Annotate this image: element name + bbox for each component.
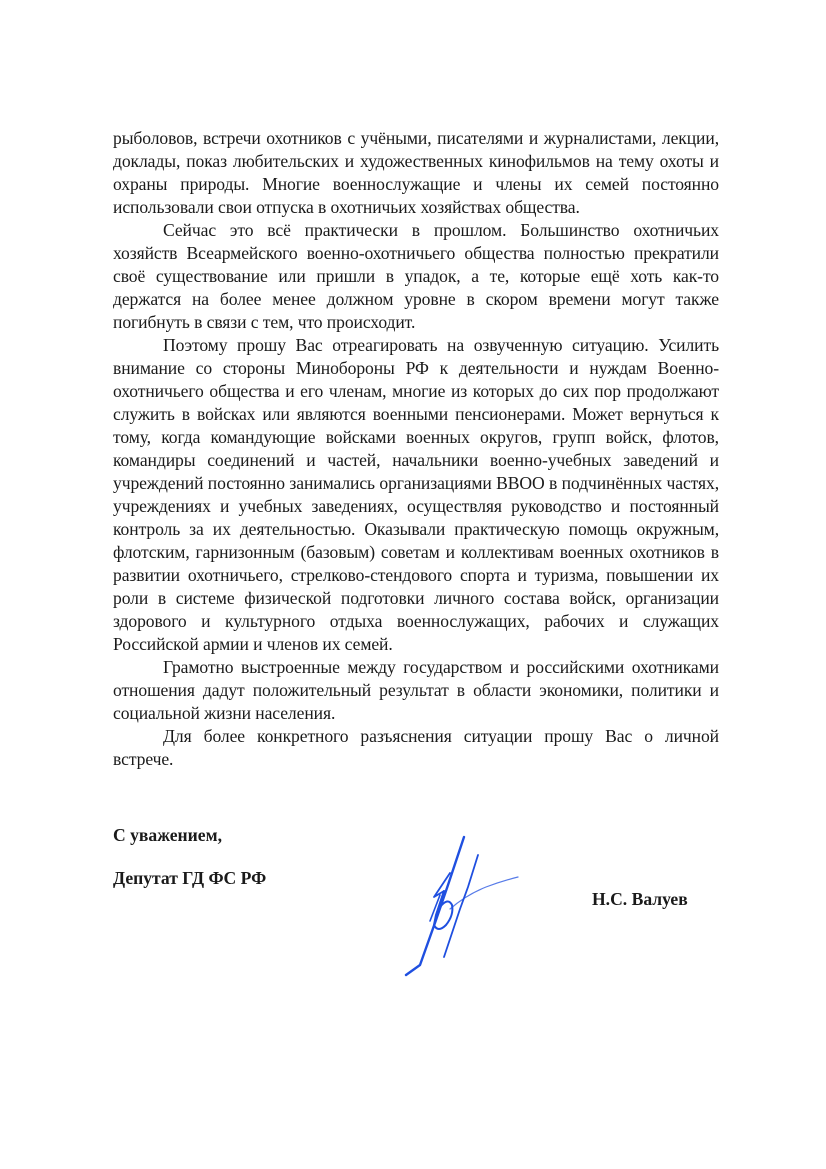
paragraph-1: рыболовов, встречи охотников с учёными, писателями и журналистами, лекции, доклады, показ любительских и художественных кинофильмов на тему охоты и охраны природы. Многие военнослужащие и члены их семей постоянно использовали свои отпуска в охотничьих хозяйствах общества. bbox=[113, 128, 719, 217]
paragraph-3: Поэтому прошу Вас отреагировать на озвученную ситуацию. Усилить внимание со стороны Минобороны РФ к деятельности и нуждам Военно-охотничьего общества и его членам, многие из которых до сих пор продолжают служить в войсках или являются военными пенсионерами. Может вернуться к тому, когда командующие войсками военных округов, групп войск, флотов, командиры соединений и частей, начальники военно-учебных заведений и учреждений постоянно занимались организациями ВВОО в подчинённых частях, учреждениях и учебных заведениях, осуществляя руководство и постоянный контроль за их деятельностью. Оказывали практическую помощь окружным, флотским, гарнизонным (базовым) советам и коллективам военных охотников в развитии охотничьего, стрелково-стендового спорта и туризма, повышении их роли в системе физической подготовки личного состава войск, организации здорового и культурного отдыха военнослужащих, рабочих и служащих Российской армии и членов их семей. bbox=[113, 335, 719, 654]
signatory-position: Депутат ГД ФС РФ bbox=[113, 868, 267, 888]
closing-regards: С уважением, bbox=[113, 825, 222, 845]
letter-body bbox=[113, 127, 719, 771]
signature-icon bbox=[400, 825, 530, 980]
paragraph-4: Грамотно выстроенные между государством и российскими охотниками отношения дадут положительный результат в области экономики, политики и социальной жизни населения. bbox=[113, 657, 719, 723]
paragraph-2: Сейчас это всё практически в прошлом. Большинство охотничьих хозяйств Всеармейского военно-охотничьего общества полностью прекратили своё существование или пришли в упадок, а те, которые ещё хоть как-то держатся на более менее должном уровне в скором времени могут также погибнуть в связи с тем, что происходит. bbox=[113, 220, 719, 332]
signatory-name: Н.С. Валуев bbox=[592, 889, 688, 909]
paragraph-5: Для более конкретного разъяснения ситуации прошу Вас о личной встрече. bbox=[113, 726, 719, 769]
